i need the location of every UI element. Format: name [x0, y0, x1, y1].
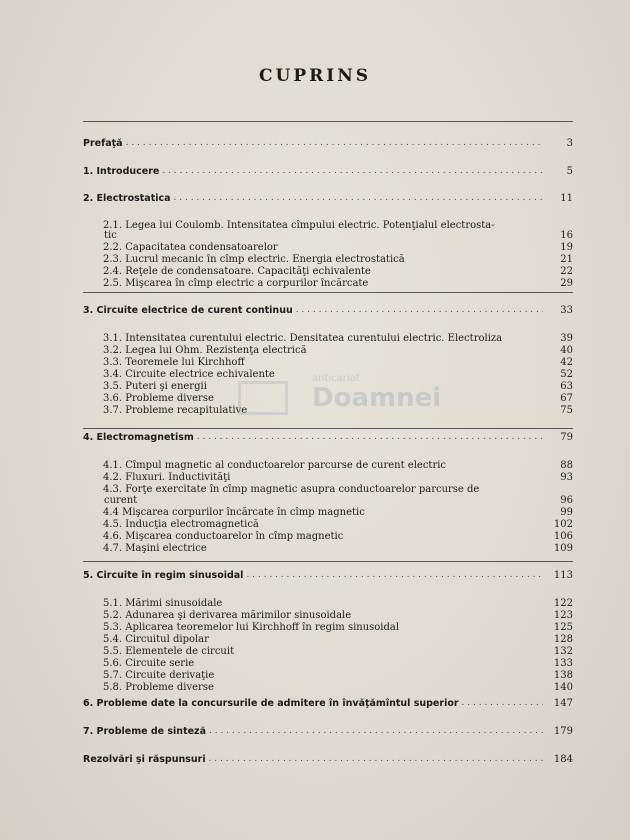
toc-leader-dots [197, 432, 543, 443]
toc-entry [83, 484, 573, 495]
toc-entry [83, 432, 573, 443]
toc-entry-page: 179 [553, 726, 573, 737]
toc-entry-page: 88 [560, 460, 573, 471]
watermark-line1: anticariat [312, 373, 360, 384]
toc-entry-label: 3.5. Puteri şi energii [103, 381, 207, 392]
toc-entry-page: 102 [553, 519, 573, 530]
toc-entry [83, 598, 573, 609]
toc-entry-label: 4.7. Maşini electrice [103, 543, 207, 554]
toc-entry-label: 3.6. Probleme diverse [103, 393, 214, 404]
toc-entry [83, 622, 573, 633]
toc-entry-label: 4.6. Mişcarea conductoarelor în cîmp magnetic [103, 531, 344, 542]
toc-entry-page: 109 [553, 543, 573, 554]
toc-entry-page: 106 [553, 531, 573, 542]
toc-entry-page: 147 [553, 698, 573, 709]
toc-entry-label: 1. Introducere [83, 166, 160, 177]
toc-entry [83, 495, 573, 506]
toc-entry-page: 16 [560, 230, 573, 241]
toc-entry-label: Prefaţă [83, 138, 123, 149]
toc-entry-page: 140 [553, 682, 573, 693]
toc-entry [83, 138, 573, 149]
toc-entry-label: 5.8. Probleme diverse [103, 682, 214, 693]
toc-entry [83, 634, 573, 645]
toc-leader-dots [462, 698, 543, 709]
toc-entry-page: 21 [560, 254, 573, 265]
toc-entry-label: 5.5. Elementele de circuit [103, 646, 235, 657]
watermark-logo-icon [238, 381, 288, 415]
toc-entry-page: 75 [560, 405, 573, 416]
toc-entry [83, 698, 573, 709]
toc-entry [83, 254, 573, 265]
toc-entry-label: 2.4. Reţele de condensatoare. Capacităţi echivalente [103, 266, 371, 277]
toc-entry-label: 3. Circuite electrice de curent continuu [83, 305, 293, 316]
toc-entry-label: 5.7. Circuite derivaţie [103, 670, 215, 681]
toc-entry-label: Rezolvări şi răspunsuri [83, 754, 206, 765]
toc-entry-page: 42 [560, 357, 573, 368]
toc-entry-page: 128 [553, 634, 573, 645]
toc-entry [83, 726, 573, 737]
toc-entry [83, 507, 573, 518]
toc-entry [83, 682, 573, 693]
toc-entry-page: 113 [553, 570, 573, 581]
toc-entry-label: 5.3. Aplicarea teoremelor lui Kirchhoff în regim sinusoidal [103, 622, 400, 633]
toc-entry [83, 333, 573, 344]
toc-entry-label: 2.3. Lucrul mecanic în cîmp electric. Energia electrostatică [103, 254, 405, 265]
toc-entry-page: 67 [560, 393, 573, 404]
toc-leader-dots [174, 193, 543, 204]
toc-leader-dots [296, 305, 543, 316]
toc-entry-label: 3.1. Intensitatea curentului electric. Densitatea curentului electric. Electroliza [103, 333, 503, 344]
toc-entry-page: 11 [560, 193, 573, 204]
watermark [312, 373, 442, 433]
toc-entry-label: 5. Circuite în regim sinusoidal [83, 570, 244, 581]
toc-entry [83, 519, 573, 530]
toc-entry-label: 5.1. Mărimi sinusoidale [103, 598, 223, 609]
toc-entry-label: 5.4. Circuitul dipolar [103, 634, 209, 645]
rule-chapter-4 [83, 292, 573, 293]
top-rule [83, 121, 573, 122]
toc-entry [83, 193, 573, 204]
toc-entry-label: 2.1. Legea lui Coulomb. Intensitatea cîmpului electric. Potenţialul electrosta- [103, 220, 495, 231]
toc-entry [83, 646, 573, 657]
toc-entry-page: 123 [553, 610, 573, 621]
toc-entry-label: curent [104, 495, 138, 506]
toc-entry [83, 610, 573, 621]
toc-entry-page: 133 [553, 658, 573, 669]
toc-entry-page: 3 [566, 138, 573, 149]
toc-entry-label: 4. Electromagnetism [83, 432, 194, 443]
toc-entry [83, 166, 573, 177]
toc-entry-page: 122 [553, 598, 573, 609]
toc-leader-dots [246, 570, 543, 581]
toc-entry-label: 5.6. Circuite serie [103, 658, 195, 669]
toc-entry-page: 184 [553, 754, 573, 765]
watermark-line2: Doamnei [312, 383, 442, 413]
toc-entry-page: 79 [560, 432, 573, 443]
toc-entry-label: 3.2. Legea lui Ohm. Rezistenţa electrică [103, 345, 307, 356]
toc-entry [83, 345, 573, 356]
toc-entry-label: 3.7. Probleme recapitulative [103, 405, 248, 416]
toc-entry [83, 357, 573, 368]
toc-entry [83, 266, 573, 277]
rule-chapter-6 [83, 561, 573, 562]
toc-entry [83, 460, 573, 471]
toc-entry-page: 63 [560, 381, 573, 392]
toc-entry [83, 531, 573, 542]
toc-leader-dots [209, 726, 543, 737]
toc-entry [83, 278, 573, 289]
toc-entry [83, 472, 573, 483]
toc-entry-page: 33 [560, 305, 573, 316]
toc-entry-label: 4.4 Mişcarea corpurilor încărcate în cîmp magnetic [103, 507, 365, 518]
toc-entry-page: 40 [560, 345, 573, 356]
toc-entry-page: 132 [553, 646, 573, 657]
toc-entry-label: 3.4. Circuite electrice echivalente [103, 369, 275, 380]
toc-entry-label: 5.2. Adunarea şi derivarea mărimilor sinusoidale [103, 610, 352, 621]
toc-entry [83, 242, 573, 253]
toc-leader-dots [209, 754, 543, 765]
toc-entry-page: 93 [560, 472, 573, 483]
toc-entry [83, 754, 573, 765]
toc-leader-dots [126, 138, 543, 149]
toc-entry-page: 138 [553, 670, 573, 681]
toc-entry-label: 2. Electrostatica [83, 193, 171, 204]
toc-entry [83, 543, 573, 554]
toc-entry-page: 99 [560, 507, 573, 518]
toc-entry-label: 2.5. Mişcarea în cîmp electric a corpurilor încărcate [103, 278, 369, 289]
toc-entry-page: 39 [560, 333, 573, 344]
toc-entry-page: 5 [566, 166, 573, 177]
toc-entry-label: 2.2. Capacitatea condensatoarelor [103, 242, 278, 253]
toc-entry-label: 3.3. Teoremele lui Kirchhoff [103, 357, 245, 368]
toc-entry [83, 658, 573, 669]
toc-entry-label: 4.5. Inducţia electromagnetică [103, 519, 259, 530]
toc-entry-label: 4.2. Fluxuri. Inductivităţi [103, 472, 231, 483]
toc-entry-page: 29 [560, 278, 573, 289]
toc-entry-page: 125 [553, 622, 573, 633]
toc-entry-page: 19 [560, 242, 573, 253]
toc-leader-dots [162, 166, 543, 177]
toc-entry-label: 7. Probleme de sinteză [83, 726, 206, 737]
toc-entry [83, 230, 573, 241]
page-title: CUPRINS [258, 66, 372, 86]
toc-entry [83, 670, 573, 681]
toc-entry-label: 6. Probleme date la concursurile de admitere în învăţămîntul superior [83, 698, 459, 709]
toc-entry-label: tic [104, 230, 117, 241]
toc-entry-page: 22 [560, 266, 573, 277]
toc-entry [83, 570, 573, 581]
toc-entry-label: 4.3. Forţe exercitate în cîmp magnetic asupra conductoarelor parcurse de [103, 484, 480, 495]
toc-entry-page: 96 [560, 495, 573, 506]
toc-entry-page: 52 [560, 369, 573, 380]
toc-entry [83, 305, 573, 316]
toc-entry-label: 4.1. Cîmpul magnetic al conductoarelor parcurse de curent electric [103, 460, 447, 471]
